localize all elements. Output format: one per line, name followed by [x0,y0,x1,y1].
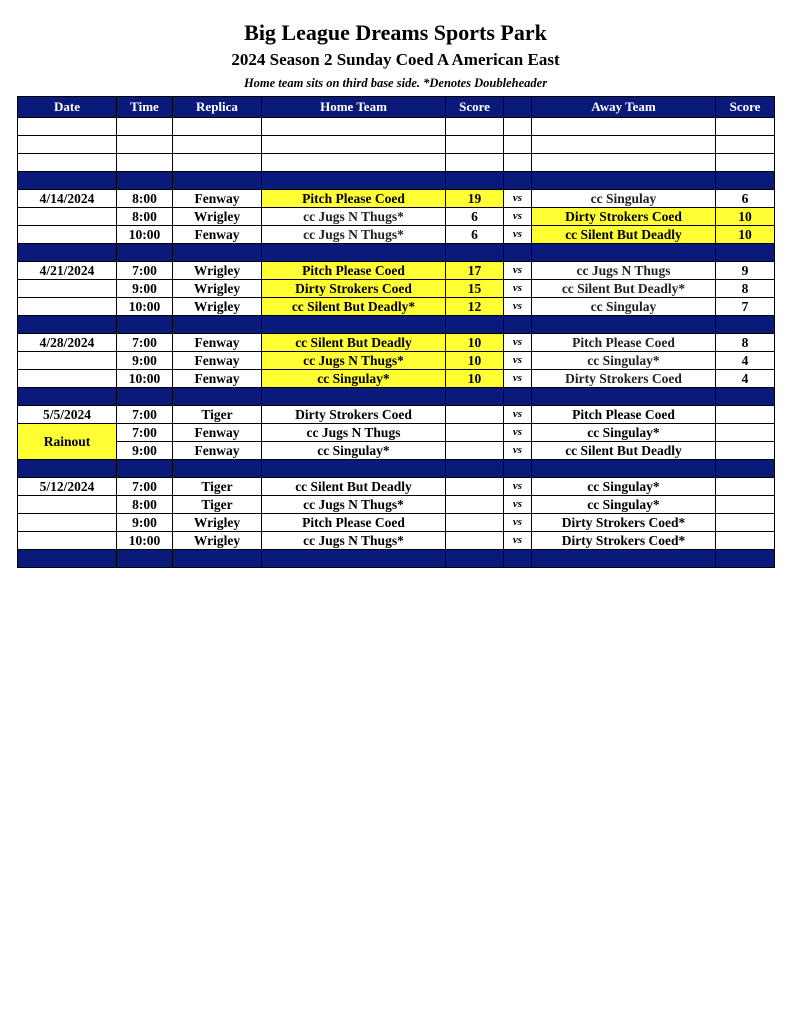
away-score [716,532,775,550]
away-team: cc Singulay* [532,496,716,514]
field-replica: Wrigley [173,514,262,532]
table-row [18,208,775,226]
game-time: 7:00 [117,424,173,442]
vs-label: vs [504,406,532,424]
home-team: cc Singulay* [262,442,446,460]
away-score: 8 [716,334,775,352]
home-score: 19 [446,190,504,208]
home-score [446,514,504,532]
home-team: cc Singulay* [262,370,446,388]
away-score [716,514,775,532]
table-header-row [18,97,775,118]
col-header-time: Time [117,97,173,118]
field-replica: Fenway [173,334,262,352]
away-score: 4 [716,370,775,388]
home-score: 10 [446,370,504,388]
table-row [18,442,775,460]
away-team: cc Silent But Deadly [532,442,716,460]
date-cell [18,514,117,532]
table-row [18,496,775,514]
home-team: Dirty Strokers Coed [262,406,446,424]
date-cell [18,280,117,298]
field-replica: Fenway [173,226,262,244]
vs-label: vs [504,280,532,298]
vs-label: vs [504,442,532,460]
table-row [18,514,775,532]
away-score: 7 [716,298,775,316]
vs-label: vs [504,424,532,442]
home-team: Dirty Strokers Coed [262,280,446,298]
game-time: 9:00 [117,514,173,532]
vs-label: vs [504,208,532,226]
home-team: cc Jugs N Thugs* [262,352,446,370]
field-replica: Wrigley [173,532,262,550]
field-replica: Fenway [173,190,262,208]
home-score: 6 [446,226,504,244]
game-time: 9:00 [117,352,173,370]
game-date: 5/12/2024 [18,478,117,496]
home-score: 15 [446,280,504,298]
away-team: cc Jugs N Thugs [532,262,716,280]
home-team: cc Jugs N Thugs* [262,532,446,550]
col-header-date: Date [18,97,117,118]
table-row [18,262,775,280]
col-header-home-score: Score [446,97,504,118]
away-team: Dirty Strokers Coed* [532,532,716,550]
away-team: Dirty Strokers Coed [532,370,716,388]
game-time: 9:00 [117,442,173,460]
blank-row [18,118,775,136]
home-team: cc Silent But Deadly [262,334,446,352]
home-score [446,478,504,496]
blank-row [18,136,775,154]
home-team: Pitch Please Coed [262,514,446,532]
vs-label: vs [504,334,532,352]
away-team: cc Singulay* [532,424,716,442]
field-replica: Wrigley [173,280,262,298]
game-time: 8:00 [117,496,173,514]
game-time: 7:00 [117,406,173,424]
week-separator [18,460,775,478]
home-score [446,424,504,442]
field-replica: Tiger [173,406,262,424]
home-score: 12 [446,298,504,316]
week-separator [18,172,775,190]
table-row [18,406,775,424]
vs-label: vs [504,298,532,316]
home-team: Pitch Please Coed [262,262,446,280]
table-row [18,370,775,388]
away-score: 6 [716,190,775,208]
field-replica: Wrigley [173,298,262,316]
game-time: 8:00 [117,208,173,226]
home-team: cc Silent But Deadly* [262,298,446,316]
away-score [716,424,775,442]
header-note: Home team sits on third base side. *Denotes Doubleheader [243,76,548,90]
game-time: 7:00 [117,478,173,496]
date-cell [18,226,117,244]
away-team: Pitch Please Coed [532,334,716,352]
away-score: 8 [716,280,775,298]
table-row [18,478,775,496]
page-subtitle: 2024 Season 2 Sunday Coed A American East [231,50,560,69]
col-header-away-team: Away Team [532,97,716,118]
vs-label: vs [504,478,532,496]
home-score: 10 [446,334,504,352]
date-cell [18,298,117,316]
vs-label: vs [504,226,532,244]
away-score [716,478,775,496]
schedule-table [17,96,775,568]
col-header-home-team: Home Team [262,97,446,118]
game-time: 10:00 [117,298,173,316]
home-score [446,496,504,514]
rainout-label: Rainout [18,424,117,460]
away-team: cc Singulay [532,298,716,316]
vs-label: vs [504,496,532,514]
home-score [446,406,504,424]
field-replica: Fenway [173,352,262,370]
game-date: 4/14/2024 [18,190,117,208]
week-separator [18,244,775,262]
field-replica: Fenway [173,442,262,460]
home-team: cc Jugs N Thugs* [262,208,446,226]
away-team: cc Silent But Deadly [532,226,716,244]
away-score [716,442,775,460]
game-date: 4/28/2024 [18,334,117,352]
away-score: 10 [716,208,775,226]
home-team: cc Jugs N Thugs* [262,226,446,244]
field-replica: Fenway [173,424,262,442]
home-team: Pitch Please Coed [262,190,446,208]
game-date: 4/21/2024 [18,262,117,280]
game-time: 10:00 [117,532,173,550]
week-separator [18,550,775,568]
home-score: 6 [446,208,504,226]
vs-label: vs [504,262,532,280]
away-score: 9 [716,262,775,280]
away-team: Dirty Strokers Coed [532,208,716,226]
field-replica: Tiger [173,496,262,514]
blank-row [18,154,775,172]
home-score [446,532,504,550]
date-cell [18,532,117,550]
date-cell [18,208,117,226]
vs-label: vs [504,532,532,550]
week-separator [18,388,775,406]
table-row [18,298,775,316]
table-row [18,424,775,442]
away-score: 10 [716,226,775,244]
game-time: 7:00 [117,262,173,280]
away-team: cc Singulay* [532,352,716,370]
table-row [18,334,775,352]
game-time: 8:00 [117,190,173,208]
table-row [18,190,775,208]
game-time: 9:00 [117,280,173,298]
table-row [18,352,775,370]
home-score: 10 [446,352,504,370]
game-time: 10:00 [117,370,173,388]
away-team: Pitch Please Coed [532,406,716,424]
field-replica: Tiger [173,478,262,496]
away-score [716,406,775,424]
home-score: 17 [446,262,504,280]
page-title: Big League Dreams Sports Park [244,20,547,45]
table-row [18,226,775,244]
away-team: cc Silent But Deadly* [532,280,716,298]
vs-label: vs [504,352,532,370]
vs-label: vs [504,370,532,388]
week-separator [18,316,775,334]
col-header-vs [504,97,532,118]
away-score: 4 [716,352,775,370]
home-team: cc Jugs N Thugs [262,424,446,442]
game-time: 7:00 [117,334,173,352]
away-team: cc Singulay* [532,478,716,496]
field-replica: Wrigley [173,208,262,226]
col-header-away-score: Score [716,97,775,118]
table-row [18,532,775,550]
date-cell [18,496,117,514]
date-cell [18,370,117,388]
home-team: cc Silent But Deadly [262,478,446,496]
game-time: 10:00 [117,226,173,244]
date-cell [18,352,117,370]
away-score [716,496,775,514]
home-score [446,442,504,460]
col-header-replica: Replica [173,97,262,118]
away-team: cc Singulay [532,190,716,208]
table-row [18,280,775,298]
schedule-body [18,118,775,568]
field-replica: Wrigley [173,262,262,280]
vs-label: vs [504,514,532,532]
away-team: Dirty Strokers Coed* [532,514,716,532]
game-date: 5/5/2024 [18,406,117,424]
vs-label: vs [504,190,532,208]
home-team: cc Jugs N Thugs* [262,496,446,514]
field-replica: Fenway [173,370,262,388]
